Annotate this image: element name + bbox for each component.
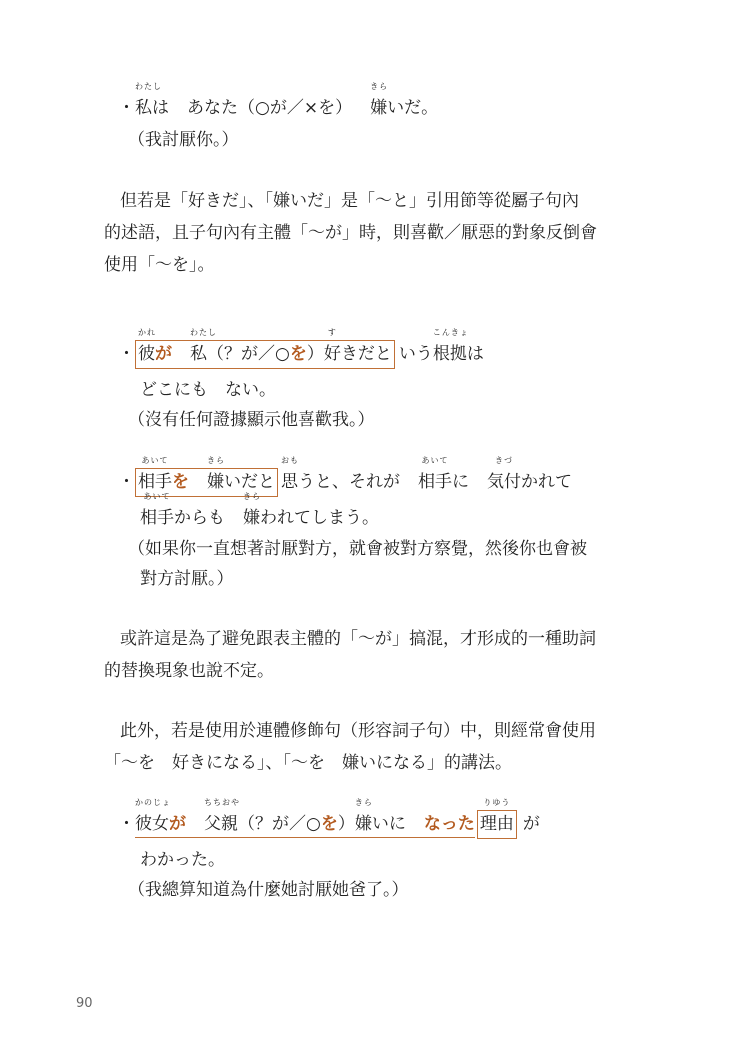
particle-wo: を — [289, 344, 307, 364]
example-2-line-2: どこにも ない。 — [140, 380, 276, 400]
example-2-translation: （沒有任何證據顯示他喜歡我。） — [128, 410, 375, 430]
quoted-clause-box: 相手 あいて を 嫌 きら いだと — [135, 468, 278, 497]
particle-ga: が — [155, 344, 172, 364]
example-3-translation-2: 對方討厭。） — [140, 569, 234, 589]
particle-wo: を — [172, 472, 189, 492]
ruby-kira: 嫌 きら — [370, 82, 389, 118]
relative-clause-underline: 彼女 かのじょ が 父親 ちちおや （？が／○を）嫌 きら いに なった — [135, 814, 475, 838]
paragraph-1-line-2: 的述語，且子句內有主體「〜が」時，則喜歡／厭惡的對象反倒會 — [104, 223, 597, 243]
particle-ga: が — [169, 814, 186, 834]
example-1-translation: （我討厭你。） — [128, 130, 239, 150]
paragraph-1-line-3: 使用「〜を」。 — [104, 255, 215, 275]
paragraph-2-line-1: 或許這是為了避免跟表主體的「〜が」搞混，才形成的一種助詞 — [120, 629, 596, 649]
example-1-line: ・私 わたし は あなた（○が／×を） 嫌 きら いだ。 — [118, 82, 439, 118]
bullet: ・ — [118, 814, 135, 834]
bullet: ・ — [118, 98, 135, 118]
paragraph-2-line-2: 的替換現象也說不定。 — [104, 661, 274, 681]
example-3-translation-1: （如果你一直想著討厭對方，就會被對方察覺，然後你也會被 — [128, 539, 587, 559]
verb-natta: なった — [423, 814, 475, 834]
paragraph-3-line-1: 此外，若是使用於連體修飾句（形容詞子句）中，則經常會使用 — [120, 721, 596, 741]
example-4-translation: （我總算知道為什麼她討厭她爸了。） — [128, 880, 409, 900]
bullet: ・ — [118, 344, 135, 364]
example-4-line-2: わかった。 — [140, 850, 225, 870]
ruby-watashi: 私 わたし — [135, 82, 162, 118]
page-number: 90 — [76, 996, 93, 1011]
quoted-clause-box: 彼 かれ が 私 わたし （？が／○を）好 す きだと — [135, 340, 395, 369]
example-4-line-1: ・彼女 かのじょ が 父親 ちちおや （？が／○を）嫌 きら いに なった 理由 りゆう が — [118, 810, 540, 839]
example-3-line-2: 相手 あいて からも 嫌 きら われてしまう。 — [140, 492, 379, 528]
particle-wo: を — [320, 814, 338, 834]
bullet: ・ — [118, 472, 135, 492]
head-noun-box: 理由 りゆう — [477, 810, 517, 839]
example-3-line-1: ・ 相手 あいて を 嫌 きら いだと 思 おも うと、それが 相手 あいて に 気付 きづ かれて — [118, 468, 572, 497]
paragraph-1-line-1: 但若是「好きだ」、「嫌いだ」是「〜と」引用節等從屬子句內 — [120, 191, 579, 211]
example-2-line-1: ・ 彼 かれ が 私 わたし （？が／○を）好 す きだと いう根拠 こんきょ は — [118, 340, 484, 369]
paragraph-3-line-2: 「〜を 好きになる」、「〜を 嫌いになる」的講法。 — [104, 753, 512, 773]
